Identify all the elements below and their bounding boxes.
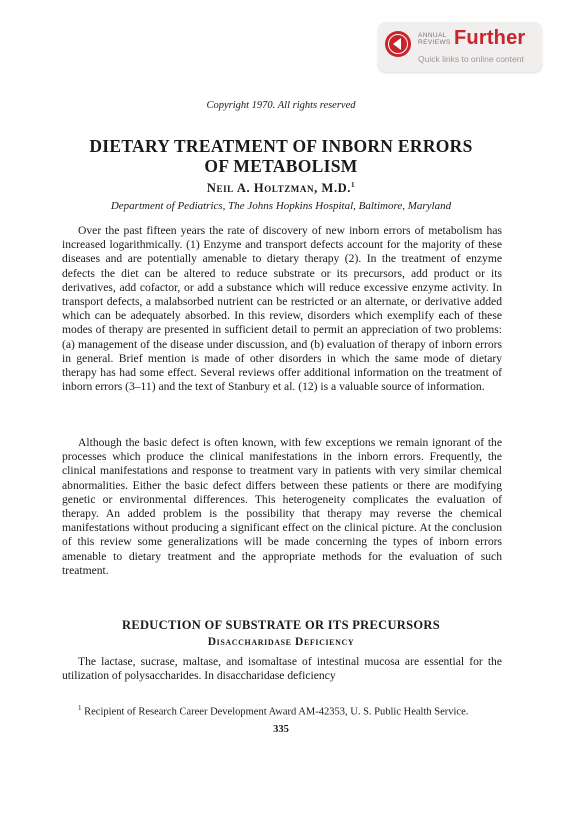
footnote-mark: 1 (78, 704, 82, 712)
badge-quick-links-text: Quick links to online content (418, 54, 524, 64)
body-paragraph-2: Although the basic defect is often known, with few exceptions we remain ignorant of the processes which produce the clinical manifestations in the inborn errors. Frequently, the clinical manifestations and response to treatment vary in patients with very similar chemical abnormalities. Either the basic defect differs between these patients or there are modifying genetic or environmental differences. This heterogeneity complicates the evaluation of therapy. An added problem is the possibility that therapy may reverse the chemical manifestations without producing a significant effect on the clinical picture. At the conclusion of this review some generalizations will be made concerning the types of inborn errors amenable to dietary treatment and the appropriate methods for the evaluation of such treatment. (62, 436, 502, 577)
author-affiliation: Department of Pediatrics, The Johns Hopkins Hospital, Baltimore, Maryland (110, 200, 452, 212)
copyright-notice: Copyright 1970. All rights reserved (206, 100, 356, 111)
article-title-line-2: OF METABOLISM (204, 156, 358, 176)
annual-reviews-further-badge[interactable] (378, 22, 542, 72)
body-paragraph-3: The lactase, sucrase, maltase, and isomaltase of intestinal mucosa are essential for the utilization of polysaccharides. In disaccharidase deficiency (62, 655, 502, 683)
page-number: 335 (273, 724, 289, 735)
badge-further-label: Further (454, 27, 526, 49)
body-paragraph-1: Over the past fifteen years the rate of discovery of new inborn errors of metabolism has increased logarithmically. (1) Enzyme and transport defects account for the majority of these diseases and are potentially amenable to dietary therapy (2). In the treatment of enzyme defects the diet can be altered to reduce substrate or its precursors, add product or its derivatives, add cofactor, or add a substance which will reduce excessive enzyme activity. In transport defects, a malabsorbed nutrient can be restricted or an alternate, or derivative added which can be adequately absorbed. In this review, disorders which exemplify each of these modes of therapy are presented in sufficient detail to permit an appreciation of two problems: (a) management of the disease under discussion, and (b) evaluation of therapy of inborn errors in general. Brief mention is made of other disorders in which the same mode of dietary therapy has had some effect. Several reviews offer additional information on the treatment of inborn errors (3–11) and the text of Stanbury et al. (12) is a valuable source of information. (62, 224, 502, 394)
author-line (0, 181, 562, 196)
article-title (0, 136, 562, 176)
author-name: Neil A. Holtzman, M.D. (206, 181, 352, 196)
badge-reviews-label: REVIEWS (418, 39, 451, 46)
play-arrow-icon (385, 31, 411, 57)
article-title-line-1: DIETARY TREATMENT OF INBORN ERRORS (89, 136, 473, 156)
footnote (62, 702, 502, 719)
section-heading: REDUCTION OF SUBSTRATE OR ITS PRECURSORS (122, 618, 440, 632)
footnote-text: Recipient of Research Career Development Award AM-42353, U. S. Public Health Service. (84, 706, 469, 718)
subsection-heading: Disaccharidase Deficiency (207, 636, 355, 648)
author-footnote-mark: 1 (351, 181, 356, 189)
badge-annual-label: ANNUAL (418, 32, 447, 39)
